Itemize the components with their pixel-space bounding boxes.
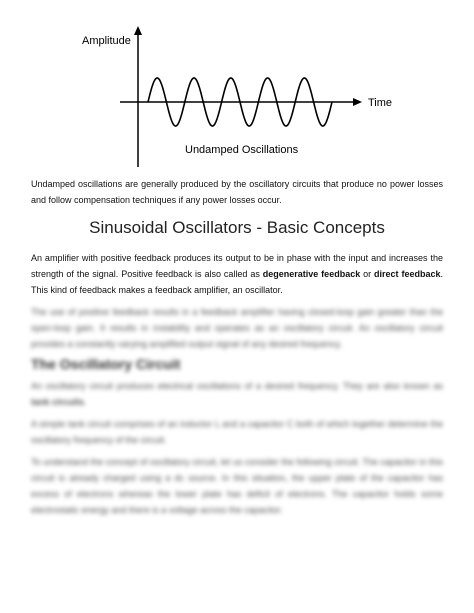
blurred-paragraph-gain: The use of positive feedback results in a feedback amplifier having closed-loop gain greater than the open-loop gain. It results in instability and operates as an oscillatory circuit. An oscillatory circuit provides a constantly varying amplified output signal of any desired frequency. — [31, 307, 443, 349]
blurred-paragraph-lc: A simple tank circuit comprises of an inductor L and a capacitor C both of which together determine the oscillatory frequency of the circuit. — [31, 419, 443, 445]
blurred-subheading: The Oscillatory Circuit — [31, 356, 181, 372]
x-axis-arrow — [353, 98, 362, 106]
x-axis-label: Time — [368, 97, 393, 109]
blurred-paragraph-capacitor: To understand the concept of oscillatory circuit, let us consider the following circuit. The capacitor in this circuit is already charged using a dc source. In this situation, the upper plate of the capacitor has excess of electrons whereas the lower plate has deficit of electrons. The capacitor holds some electrostatic energy and there is a voltage across the capacitor. — [31, 457, 443, 515]
p2-text-3: . This kind of feedback makes a feedback amplifier, an oscillator. — [31, 269, 444, 295]
p2-bold-1: degenerative feedback — [262, 269, 361, 279]
p4-text-1: An oscillatory circuit produces electrical oscillations of a desired frequency. They are also known as — [31, 381, 443, 391]
paragraph-undamped: Undamped oscillations are generally produced by the oscillatory circuits that produce no power losses and follow compensation techniques if any power losses occur. — [31, 179, 443, 205]
p2-text-2: or — [360, 269, 375, 279]
p2-text-1: An amplifier with positive feedback produces its output to be in phase with the input and increases the strength of the signal. Positive feedback is also called as — [31, 253, 443, 279]
p4-bold: tank circuits — [31, 397, 85, 407]
y-axis-label: Amplitude — [82, 35, 131, 47]
undamped-oscillation-figure — [80, 22, 400, 172]
p4-text-2: . — [84, 397, 87, 407]
blurred-paragraph-tank — [31, 378, 443, 410]
section-heading: Sinusoidal Oscillators - Basic Concepts — [89, 218, 385, 237]
paragraph-positive-feedback — [31, 250, 443, 298]
figure-caption: Undamped Oscillations — [185, 144, 299, 156]
y-axis-arrow — [134, 26, 142, 35]
p2-bold-2: direct feedback — [374, 269, 441, 279]
